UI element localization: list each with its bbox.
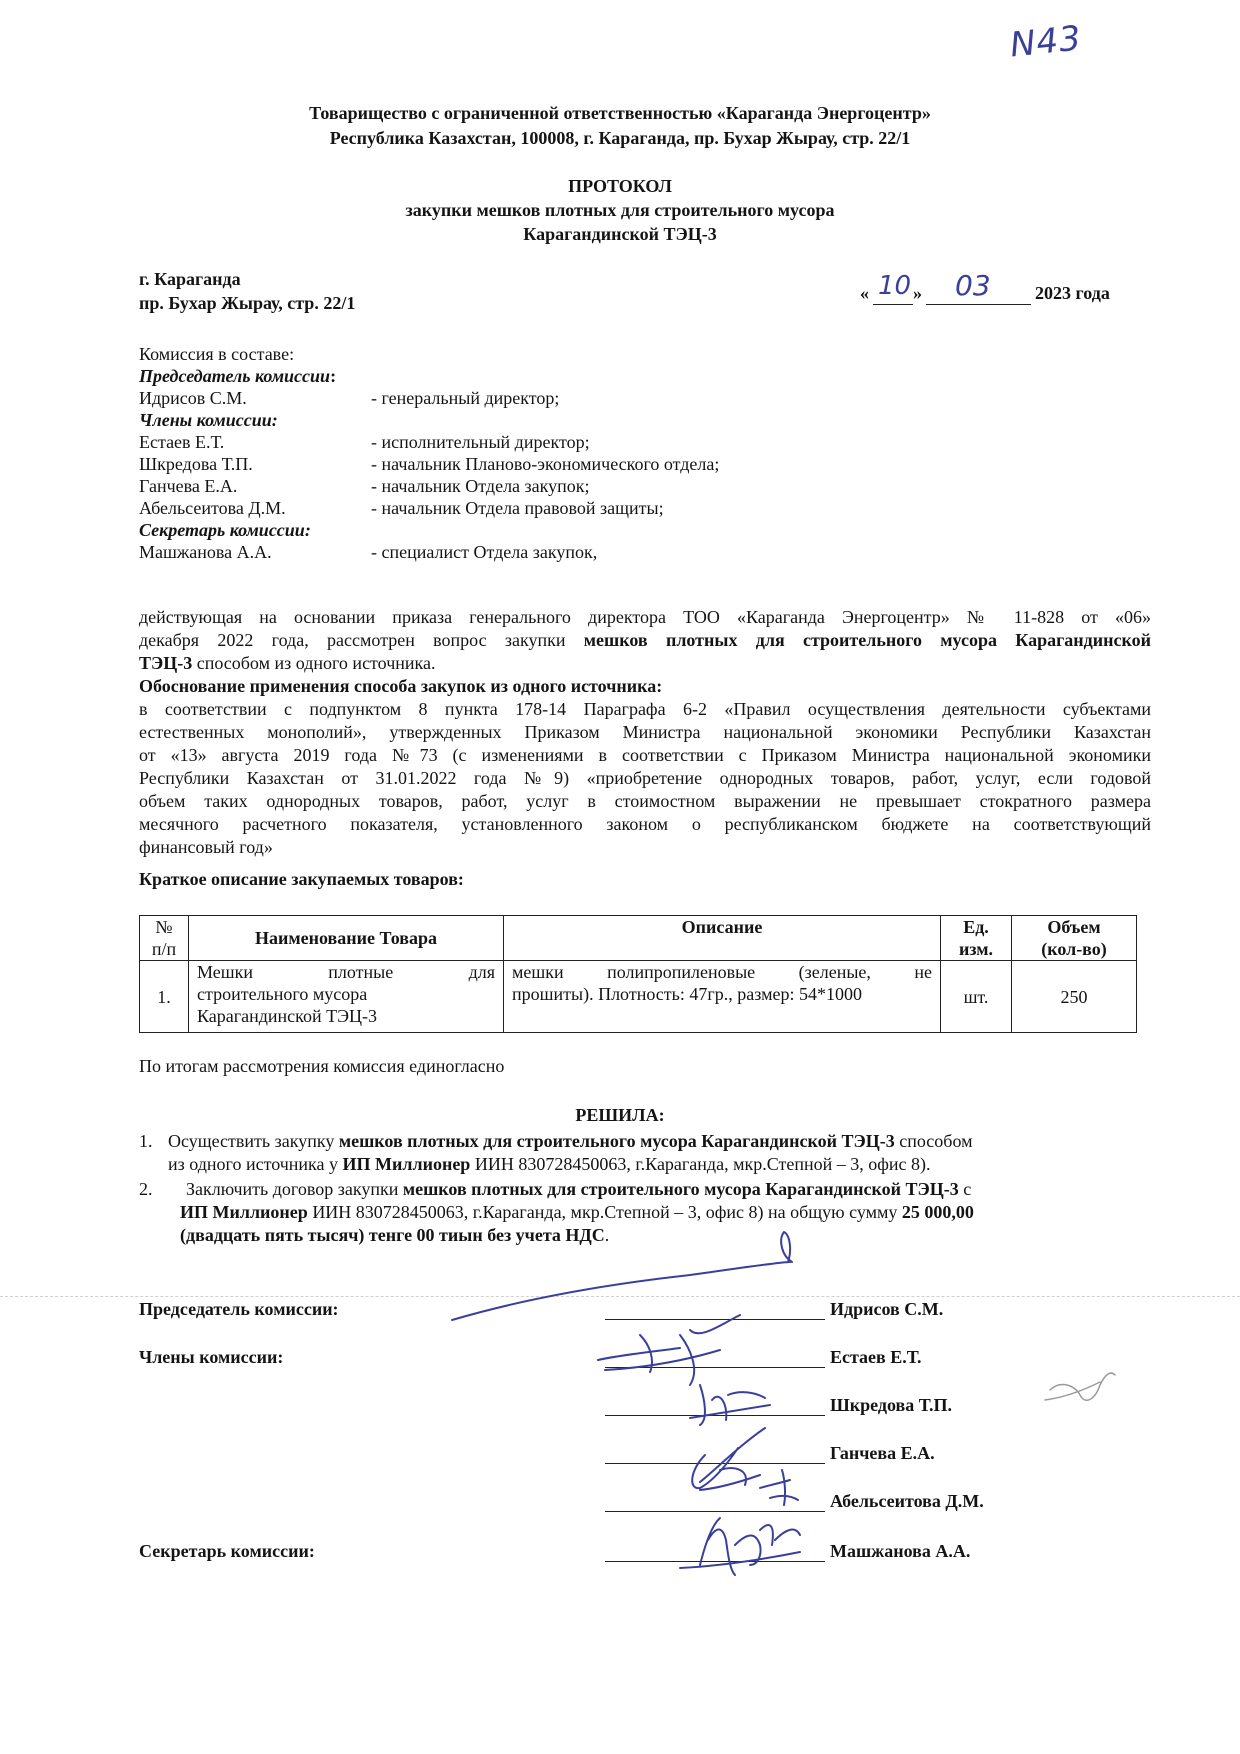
header-num: № п/п <box>140 916 189 961</box>
member-name: Шкредова Т.П. <box>139 454 253 474</box>
decision-item-2-line-3: (двадцать пять тысяч) тенге 00 тиын без учета НДС. <box>180 1225 610 1245</box>
justification-line: в соответствии с подпунктом 8 пункта 178-14 Параграфа 6-2 «Правил осуществления деятельности субъектами <box>139 699 1151 719</box>
signature-name: Ганчева Е.А. <box>830 1443 935 1463</box>
signature-chair <box>452 1232 792 1320</box>
justification-line: естественных монополий», утвержденных Приказом Министра национальной экономики Республики Казахстан <box>139 722 1151 742</box>
signature-name: Абельсеитова Д.М. <box>830 1491 984 1511</box>
justification-line: объем таких однородных товаров, работ, услуг в стоимостном выражении не превышает стократного размера <box>139 791 1151 811</box>
outcome-text: По итогам рассмотрения комиссия единогласно <box>139 1056 505 1076</box>
row-volume: 250 <box>1012 961 1137 1033</box>
chair-heading: Председатель комиссии: <box>139 366 337 386</box>
company-address: Республика Казахстан, 100008, г. Караганда, пр. Бухар Жырау, стр. 22/1 <box>329 128 911 148</box>
order-basis-line-3: ТЭЦ-3 способом из одного источника. <box>139 653 436 673</box>
goods-heading: Краткое описание закупаемых товаров: <box>139 869 464 889</box>
justification-line: от «13» августа 2019 года №73 (с изменениями в соответствии с Приказом Министра национальной экономики <box>139 745 1151 765</box>
member-role: - начальник Отдела правовой защиты; <box>371 498 664 518</box>
company-name: Товарищество с ограниченной ответственностью «Караганда Энергоцентр» <box>309 103 931 123</box>
row-num: 1. <box>140 961 189 1033</box>
signature-name: Идрисов С.М. <box>830 1299 944 1319</box>
commission-intro: Комиссия в составе: <box>139 344 295 364</box>
signature-secretary <box>680 1518 800 1575</box>
decision-heading: РЕШИЛА: <box>575 1105 665 1125</box>
signature-name: Естаев Е.Т. <box>830 1347 922 1367</box>
decision-item-2-line-2: ИП Миллионер ИИН 830728450063, г.Караганда, мкр.Степной – 3, офис 8) на общую сумму 25 000,00 <box>180 1202 974 1222</box>
signature-name: Шкредова Т.П. <box>830 1395 952 1415</box>
signature-members-label: Члены комиссии: <box>139 1347 284 1367</box>
signature-member-4 <box>760 1470 798 1505</box>
decision-item-2-line-1: Заключить договор закупки мешков плотных для строительного мусора Карагандинской ТЭЦ-3 с <box>186 1179 972 1199</box>
document-subtitle-2: Карагандинской ТЭЦ-3 <box>523 224 717 244</box>
member-role: - исполнительный директор; <box>371 432 590 452</box>
place-address: пр. Бухар Жырау, стр. 22/1 <box>139 293 356 313</box>
handwritten-page-number: N43 <box>1008 18 1084 66</box>
decision-item-2-number: 2. <box>139 1179 153 1199</box>
signature-name: Машжанова А.А. <box>830 1541 971 1561</box>
justification-line: финансовый год» <box>139 837 273 857</box>
date-day: 10 <box>878 271 912 301</box>
justification-line: месячного расчетного показателя, установленного законом о республиканском бюджете на соответствующий <box>139 814 1151 834</box>
member-name: Естаев Е.Т. <box>139 432 225 452</box>
document-subtitle-1: закупки мешков плотных для строительного мусора <box>405 200 835 220</box>
date-year: 2023 года <box>1035 283 1110 303</box>
members-heading: Члены комиссии: <box>139 410 278 430</box>
row-unit: шт. <box>941 961 1012 1033</box>
signature-member-1 <box>598 1315 740 1385</box>
secretary-role: - специалист Отдела закупок, <box>371 542 598 562</box>
secretary-name: Машжанова А.А. <box>139 542 272 562</box>
justification-heading: Обоснование применения способа закупок из одного источника: <box>139 676 663 696</box>
signature-member-3 <box>692 1428 765 1490</box>
place-city: г. Караганда <box>139 269 241 289</box>
member-name: Ганчева Е.А. <box>139 476 238 496</box>
row-description: мешки полипропиленовые (зеленые, не прошиты). Плотность: 47гр., размер: 54*1000 <box>504 961 941 1033</box>
decision-item-1-number: 1. <box>139 1131 153 1151</box>
row-name: Мешки плотные для строительного мусора Карагандинской ТЭЦ-3 <box>189 961 504 1033</box>
document-date: « 10 » 03 2023 года <box>860 269 1110 303</box>
document-title: ПРОТОКОЛ <box>568 176 672 196</box>
header-unit: Ед. изм. <box>941 916 1012 961</box>
chair-role: - генеральный директор; <box>371 388 560 408</box>
decision-item-1-line-2: из одного источника у ИП Миллионер ИИН 830728450063, г.Караганда, мкр.Степной – 3, офис 8). <box>168 1154 931 1174</box>
header-volume: Объем (кол-во) <box>1012 916 1137 961</box>
header-name: Наименование Товара <box>189 916 504 961</box>
justification-line: Республики Казахстан от 31.01.2022 года №9) «приобретение однородных товаров, работ, услуг, если годовой <box>139 768 1151 788</box>
header-description: Описание <box>504 916 941 961</box>
order-basis-line-1: действующая на основании приказа генерального директора ТОО «Караганда Энергоцентр» № 11-828 от «06» <box>139 607 1151 627</box>
secretary-heading: Секретарь комиссии: <box>139 520 311 540</box>
date-month: 03 <box>955 269 991 302</box>
signature-margin <box>1045 1373 1115 1400</box>
chair-name: Идрисов С.М. <box>139 388 247 408</box>
member-role: - начальник Планово-экономического отдела; <box>371 454 720 474</box>
signature-chair-label: Председатель комиссии: <box>139 1299 339 1319</box>
member-name: Абельсеитова Д.М. <box>139 498 286 518</box>
signature-secretary-label: Секретарь комиссии: <box>139 1541 315 1561</box>
signature-member-2 <box>690 1385 770 1425</box>
member-role: - начальник Отдела закупок; <box>371 476 590 496</box>
order-basis-line-2: декабря 2022 года, рассмотрен вопрос закупки мешков плотных для строительного мусора Карагандинской <box>139 630 1151 650</box>
decision-item-1-line-1: Осуществить закупку мешков плотных для строительного мусора Карагандинской ТЭЦ-3 способом <box>168 1131 973 1151</box>
